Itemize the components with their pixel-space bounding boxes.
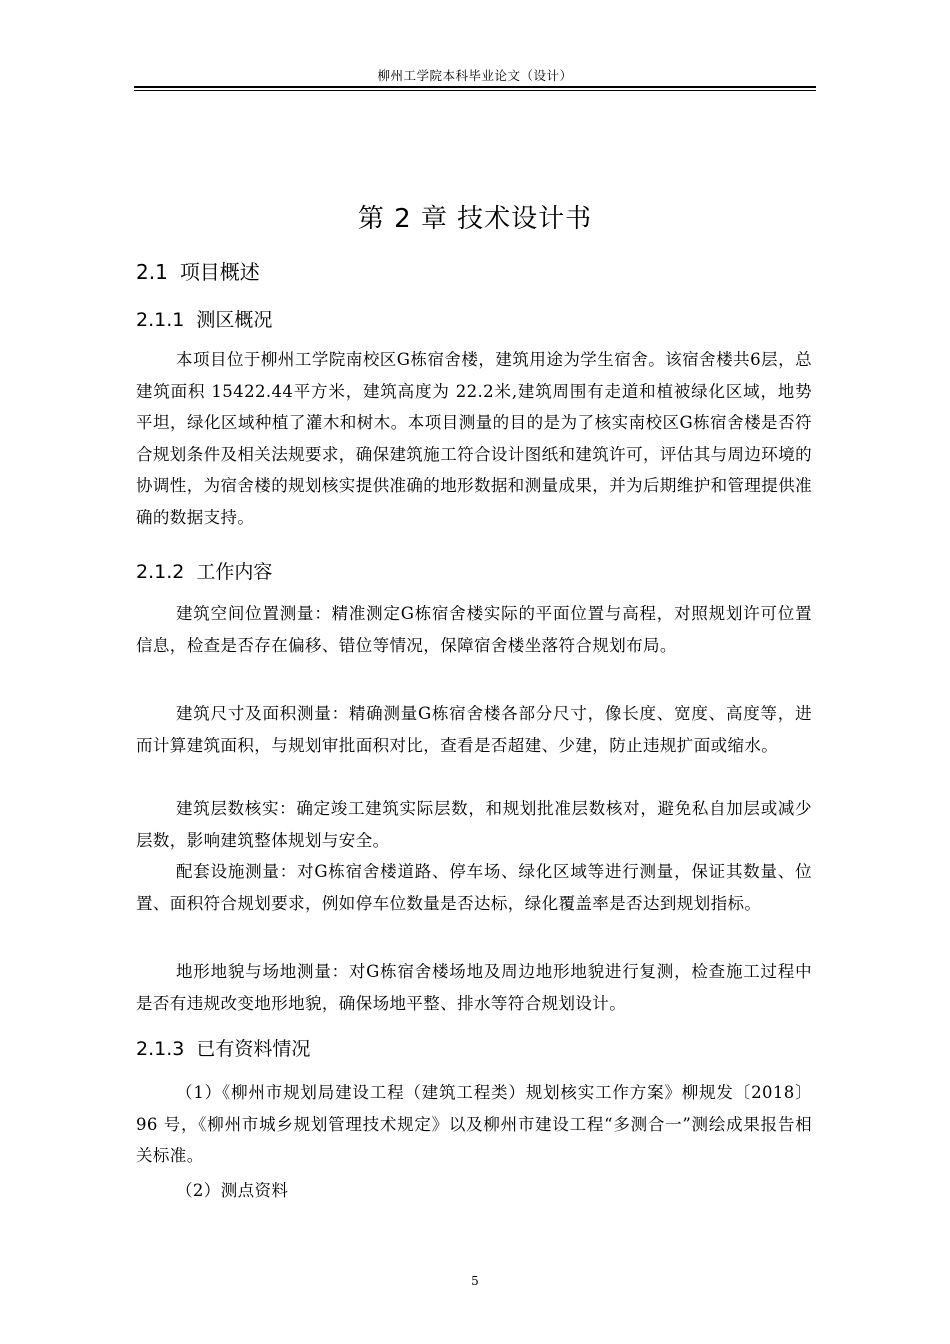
section-2-1-heading — [136, 256, 260, 285]
section-title: 工作内容 — [196, 561, 273, 583]
header-rule-thin — [134, 90, 816, 91]
paragraph-facilities: 配套设施测量：对G栋宿舍楼道路、停车场、绿化区域等进行测量，保证其数量、位置、面积符合规划要求，例如停车位数量是否达标，绿化覆盖率是否达到规划指标。 — [136, 862, 812, 913]
section-title: 已有资料情况 — [196, 1038, 311, 1060]
paragraph-reference-docs: （1）《柳州市规划局建设工程（建筑工程类）规划核实工作方案》柳规发〔2018〕96 号，《柳州市城乡规划管理技术规定》以及柳州市建设工程“多测合一”测绘成果报告相关标准。 — [136, 1083, 812, 1165]
section-number: 2.1.2 — [136, 561, 185, 583]
section-number: 2.1.3 — [136, 1038, 185, 1060]
paragraph-terrain: 地形地貌与场地测量：对G栋宿舍楼场地及周边地形地貌进行复测，检查施工过程中是否有违规改变地形地貌，确保场地平整、排水等符合规划设计。 — [136, 962, 812, 1013]
paragraph-size-area: 建筑尺寸及面积测量：精确测量G栋宿舍楼各部分尺寸，像长度、宽度、高度等，进而计算建筑面积，与规划审批面积对比，查看是否超建、少建，防止违规扩面或缩水。 — [136, 704, 812, 755]
section-2-1-3-heading — [136, 1034, 310, 1061]
section-2-1-1-heading — [136, 305, 272, 332]
section-title: 测区概况 — [196, 309, 273, 331]
page-number: 5 — [471, 1274, 479, 1288]
section-number: 2.1.1 — [136, 309, 185, 331]
header-rule-thick — [134, 86, 816, 88]
section-2-1-2-heading — [136, 557, 272, 584]
paragraph-floor-count: 建筑层数核实：确定竣工建筑实际层数，和规划批准层数核对，避免私自加层或减少层数，影响建筑整体规划与安全。 — [136, 799, 812, 850]
section-title: 项目概述 — [179, 260, 260, 284]
section-number: 2.1 — [136, 260, 168, 284]
running-header-title: 柳州工学院本科毕业论文（设计） — [377, 68, 573, 83]
paragraph-survey-area: 本项目位于柳州工学院南校区G栋宿舍楼，建筑用途为学生宿舍。该宿舍楼共6层，总建筑面积 15422.44平方米，建筑高度为 22.2米,建筑周围有走道和植被绿化区域，地势平坦，绿化区域种植了灌木和树木。本项目测量的目的是为了核实南校区G栋宿舍楼是否符合规划条件及相关法规要求，确保建筑施工符合设计图纸和建筑许可，评估其与周边环境的协调性，为宿舍楼的规划核实提供准确的地形数据和测量成果，并为后期维护和管理提供准确的数据支持。 — [136, 350, 812, 527]
paragraph-point-data: （2）测点资料 — [176, 1181, 289, 1200]
paragraph-spatial-position: 建筑空间位置测量：精准测定G栋宿舍楼实际的平面位置与高程，对照规划许可位置信息，检查是否存在偏移、错位等情况，保障宿舍楼坐落符合规划布局。 — [136, 604, 812, 655]
chapter-title: 第 2 章 技术设计书 — [357, 204, 593, 234]
